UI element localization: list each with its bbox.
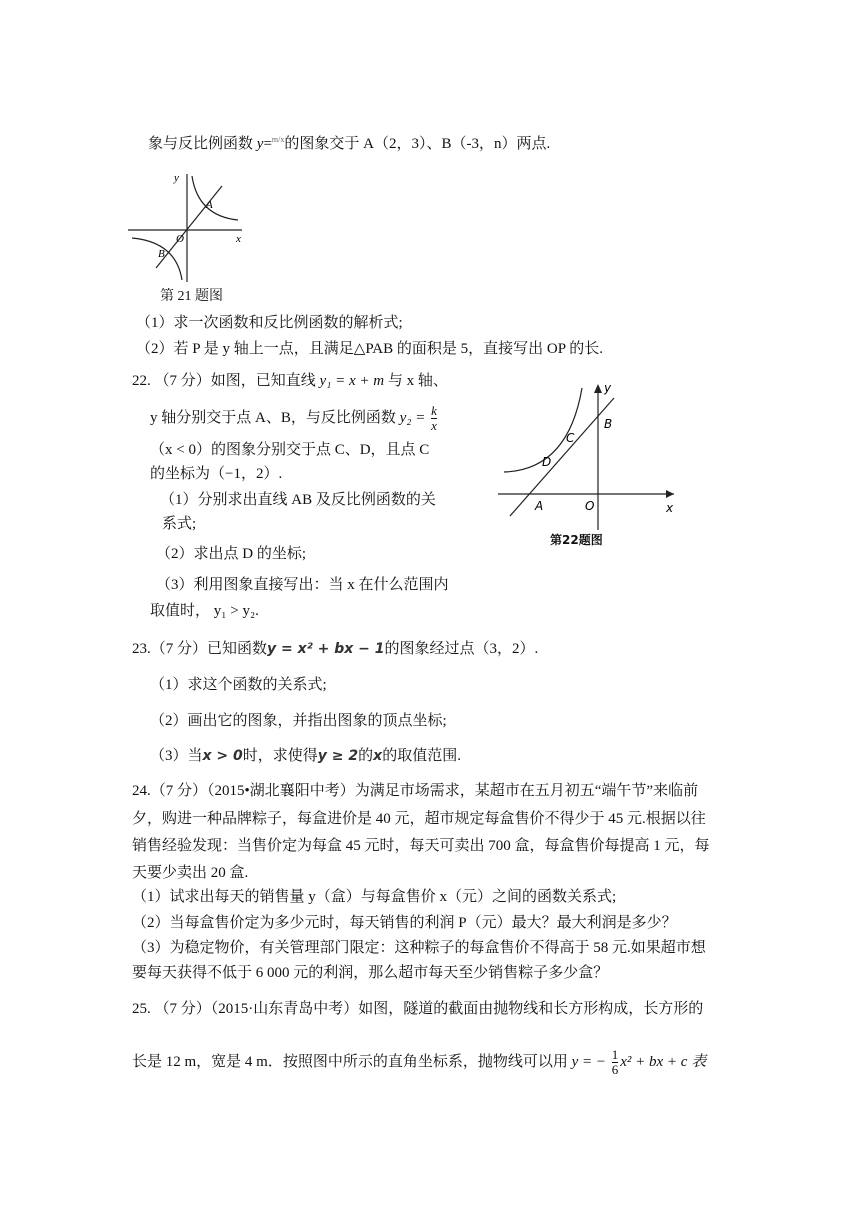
q22-figure bbox=[492, 380, 682, 550]
q22-label-a: A bbox=[535, 499, 544, 513]
q24-part3a: （3）为稳定物价，有关管理部门限定：这种粽子的每盒售价不得高于 58 元.如果超市想 bbox=[132, 940, 706, 956]
q23-line1-pre: 23.（7 分）已知函数 bbox=[132, 641, 268, 657]
q21-label-x: x bbox=[236, 233, 241, 245]
q22-y-arrow bbox=[594, 384, 602, 393]
q21-label-a: A bbox=[206, 199, 213, 211]
q21-part2: （2）若 P 是 y 轴上一点，且满足△PAB 的面积是 5，直接写出 OP 的长. bbox=[136, 341, 603, 357]
q25-line2-pre: 长是 12 m，宽是 4 m．按照图中所示的直角坐标系，抛物线可以用 bbox=[132, 1053, 572, 1070]
q23-line1-eq: y = x² + bx − 1 bbox=[267, 641, 385, 657]
q21-figure bbox=[126, 168, 254, 284]
q24-line2: 夕，购进一种品牌粽子，每盒进价是 40 元，超市规定每盒售价不得少于 45 元.根据以往 bbox=[132, 811, 706, 827]
q22-frac-num: k bbox=[431, 403, 437, 418]
q23-line1 bbox=[132, 639, 538, 659]
q21-label-o: O bbox=[176, 233, 184, 245]
q22-label-y: y bbox=[604, 381, 612, 395]
q23-part3-mid2: 的 bbox=[358, 748, 374, 764]
q22-part3b: 取值时， y₁ > y₂. bbox=[150, 603, 259, 619]
q22-frac-den: x bbox=[431, 418, 437, 433]
q22-line2 bbox=[150, 404, 439, 433]
q22-line3: （x < 0）的图象分别交于点 C、D，且点 C bbox=[150, 442, 430, 458]
q23-part1: （1）求这个函数的关系式; bbox=[150, 677, 327, 693]
q24-line1: 24.（7 分）（2015•湖北襄阳中考）为满足市场需求，某超市在五月初五“端午节”来临前 bbox=[132, 783, 699, 799]
q23-part2: （2）画出它的图象，并指出图象的顶点坐标; bbox=[150, 713, 447, 729]
q22-line1 bbox=[132, 371, 448, 391]
q22-label-x: x bbox=[666, 501, 674, 515]
q22-part1b: 系式; bbox=[162, 516, 197, 532]
q22-fraction bbox=[431, 404, 437, 433]
q22-line4: 的坐标为（−1，2）. bbox=[150, 466, 283, 482]
q22-line2-pre: y 轴分别交于点 A、B，与反比例函数 bbox=[150, 409, 400, 426]
q23-part3-post: 的取值范围. bbox=[382, 748, 461, 764]
q22-caption: 第22题图 bbox=[550, 533, 603, 547]
q22-line1-eq: y₁ = x + m bbox=[319, 373, 385, 389]
q24-part1: （1）试求出每天的销售量 y（盒）与每盒售价 x（元）之间的函数关系式; bbox=[132, 889, 617, 905]
q21-intro-pre: 象与反比例函数 bbox=[148, 136, 257, 152]
q25-frac-num: 1 bbox=[611, 1047, 619, 1062]
q23-part3-pre: （3）当 bbox=[150, 748, 203, 764]
q22-label-c: C bbox=[566, 431, 575, 445]
q24-part3b: 要每天获得不低于 6 000 元的利润，那么超市每天至少销售粽子多少盒？ bbox=[132, 965, 609, 981]
q21-intro-post: 的图象交于 A（2，3）、B（-3，n）两点. bbox=[284, 136, 551, 152]
q22-x-arrow bbox=[666, 490, 674, 498]
q22-line1-post: 与 x 轴、 bbox=[384, 373, 448, 389]
q23-part3-cond: x > 0 bbox=[202, 748, 243, 764]
q25-frac-den: 6 bbox=[611, 1062, 619, 1077]
q21-intro-eq: = bbox=[263, 136, 272, 152]
q25-line2-post: x² + bx + c 表 bbox=[620, 1053, 707, 1070]
q21-caption: 第 21 题图 bbox=[160, 289, 223, 304]
q22-part1a: （1）分别求出直线 AB 及反比例函数的关 bbox=[160, 492, 436, 508]
q21-label-b: B bbox=[158, 248, 165, 260]
q22-label-b: B bbox=[604, 417, 613, 431]
q21-intro-y: y bbox=[256, 136, 264, 152]
q25-line2 bbox=[132, 1048, 706, 1077]
q21-intro bbox=[148, 130, 550, 154]
q24-part2: （2）当每盒售价定为多少元时，每天销售的利润 P（元）最大？最大利润是多少？ bbox=[132, 915, 677, 931]
q22-label-o: O bbox=[585, 499, 595, 513]
q24-line3: 销售经验发现：当售价定为每盒 45 元时，每天可卖出 700 盒，每盒售价每提高 1 元，每 bbox=[132, 838, 710, 854]
q25-line1: 25. （7 分）（2015·山东青岛中考）如图，隧道的截面由抛物线和长方形构成，长方形的 bbox=[132, 1001, 704, 1017]
q23-part3 bbox=[150, 746, 461, 766]
q21-label-y: y bbox=[174, 172, 179, 184]
q25-fraction bbox=[612, 1048, 619, 1077]
q23-part3-mid: 时，求使得 bbox=[242, 748, 318, 764]
q23-line1-post: 的图象经过点（3，2）. bbox=[384, 641, 539, 657]
q22-line1-pre: 22. （7 分）如图，已知直线 bbox=[132, 373, 320, 389]
q23-part3-cond2: y ≥ 2 bbox=[317, 748, 359, 764]
q25-line2-y: y = − bbox=[571, 1053, 606, 1070]
q22-part3a: （3）利用图象直接写出：当 x 在什么范围内 bbox=[156, 577, 449, 593]
q24-line4: 天要少卖出 20 盒. bbox=[132, 865, 249, 881]
q21-part1: （1）求一次函数和反比例函数的解析式; bbox=[136, 315, 403, 331]
q23-part3-var: x bbox=[373, 748, 383, 764]
q21-hyperbola-right bbox=[192, 176, 238, 220]
q22-part2: （2）求出点 D 的坐标; bbox=[156, 546, 307, 562]
q22-label-d: D bbox=[542, 455, 552, 469]
q22-line2-y: y₂ = bbox=[399, 409, 426, 426]
q21-intro-frac: m/x bbox=[271, 135, 285, 144]
